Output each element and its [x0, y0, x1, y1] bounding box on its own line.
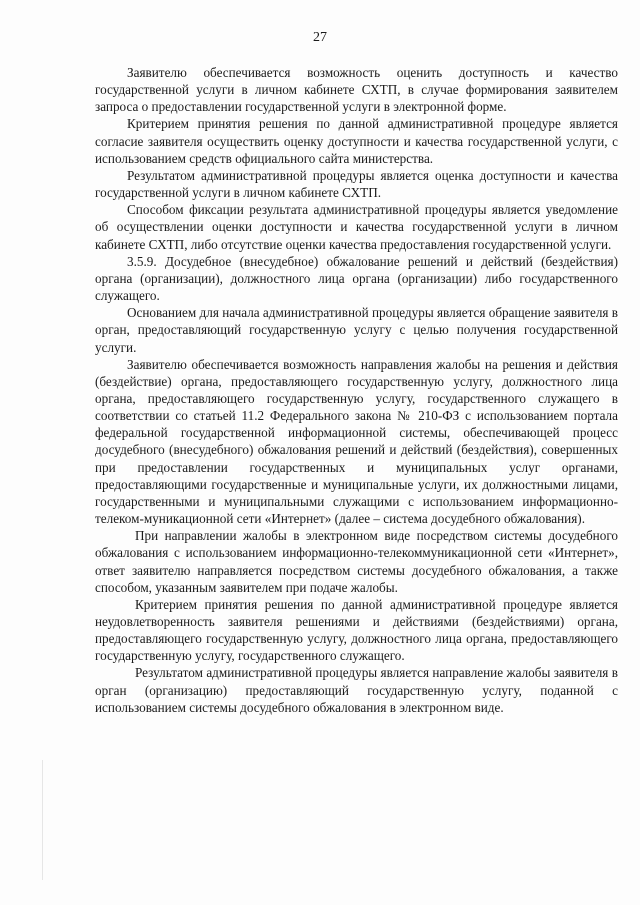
paragraph: Основанием для начала административной процедуры является обращение заявителя в орган, предоставляющий государственную услугу с целью получения государственной услуги.	[95, 305, 618, 355]
paragraph: Критерием принятия решения по данной административной процедуре является согласие заявителя осуществить оценку доступности и качества государственной услуги, с использованием средств официального сайта министерства.	[95, 116, 618, 166]
paragraph: При направлении жалобы в электронном виде посредством системы досудебного обжалования с использованием информационно-телекоммуникационной сети «Интернет», ответ заявителю направляется посредством системы досудебного обжалования, а также способом, указанным заявителем при подаче жалобы.	[95, 528, 618, 595]
paragraph: Способом фиксации результата административной процедуры является уведомление об осуществлении оценки доступности и качества государственной услуги в личном кабинете СХТП, либо отсутствие оценки качества предоставления государственной услуги.	[95, 202, 618, 252]
page-number: 27	[313, 30, 327, 45]
paragraph: Результатом административной процедуры является оценка доступности и качества государственной услуги в личном кабинете СХТП.	[95, 167, 618, 201]
paragraph: Результатом административной процедуры является направление жалобы заявителя в орган (организацию) предоставляющий государственную услугу, поданной с использованием системы досудебного обжалования в электронном виде.	[95, 665, 618, 715]
paragraph: Заявителю обеспечивается возможность направления жалобы на решения и действия (бездействие) органа, предоставляющего государственную услугу, должностного лица органа, предоставляющего государственную услугу, государственного служащего в соответствии со статьей 11.2 Федерального закона № 210-ФЗ с использованием портала федеральной государственной информационной системы, обеспечивающей процесс досудебного (внесудебного) обжалования решений и действий (бездействия), совершенных при предоставлении государственных и муниципальных услуг органами, предоставляющими государственные и муниципальные услуги, их должностными лицами, государственными и муниципальными служащими с использованием информационно-телеком-муникационной сети «Интернет» (далее – система досудебного обжалования).	[95, 356, 618, 527]
scan-margin-mark	[42, 760, 43, 880]
paragraph: 3.5.9. Досудебное (внесудебное) обжалование решений и действий (бездействия) органа (организации), должностного лица органа (организации) либо государственного служащего.	[95, 253, 618, 304]
document-body	[95, 64, 618, 716]
paragraph: Заявителю обеспечивается возможность оценить доступность и качество государственной услуги в личном кабинете СХТП, в случае формирования заявителем запроса о предоставлении государственной услуги в электронной форме.	[95, 65, 618, 115]
paragraph: Критерием принятия решения по данной административной процедуре является неудовлетворенность заявителя решениями и действиями (бездействиями) органа, предоставляющего государственную услугу, должностного лица органа, предоставляющего государственную услугу, государственного служащего.	[95, 596, 618, 664]
